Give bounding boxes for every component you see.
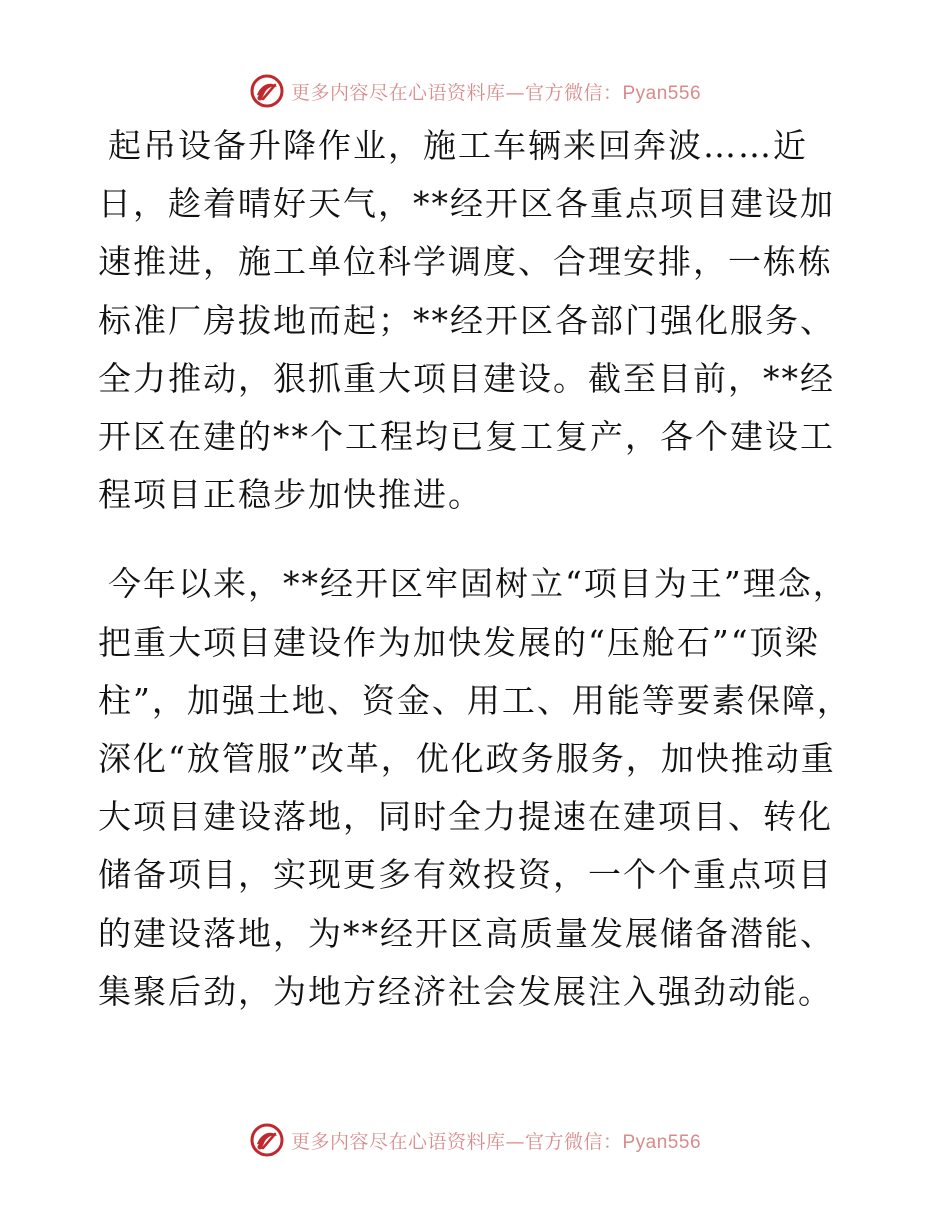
- header-banner: [0, 71, 950, 111]
- footer-banner: [0, 1120, 950, 1160]
- document-body: [98, 117, 858, 1021]
- footer-banner-text: [291, 1127, 701, 1154]
- paragraph-1: 起吊设备升降作业，施工车辆来回奔波……近日，趁着晴好天气，**经开区各重点项目建设加速推进，施工单位科学调度、合理安排，一栋栋标准厂房拔地而起；**经开区各部门强化服务、全力推动，狠抓重大项目建设。截至目前，**经开区在建的**个工程均已复工复产，各个建设工程项目正稳步加快推进。: [98, 126, 835, 515]
- header-banner-label: 更多内容尽在心语资料库—官方微信：: [290, 81, 623, 104]
- red-swirl-logo-icon: [249, 73, 285, 109]
- footer-wechat-id: Pyan556: [622, 1131, 702, 1153]
- header-banner-text: [291, 78, 701, 105]
- red-swirl-logo-icon: [249, 1122, 285, 1158]
- paragraph-2: 今年以来，**经开区牢固树立“项目为王”理念，把重大项目建设作为加快发展的“压舱石”“顶梁柱”，加强土地、资金、用工、用能等要素保障，深化“放管服”改革，优化政务服务，加快推动重大项目建设落地，同时全力提速在建项目、转化储备项目，实现更多有效投资，一个个重点项目的建设落地，为**经开区高质量发展储备潜能、集聚后劲，为地方经济社会发展注入强劲动能。: [98, 564, 852, 1011]
- header-wechat-id: Pyan556: [622, 82, 702, 104]
- footer-banner-label: 更多内容尽在心语资料库—官方微信：: [290, 1130, 623, 1153]
